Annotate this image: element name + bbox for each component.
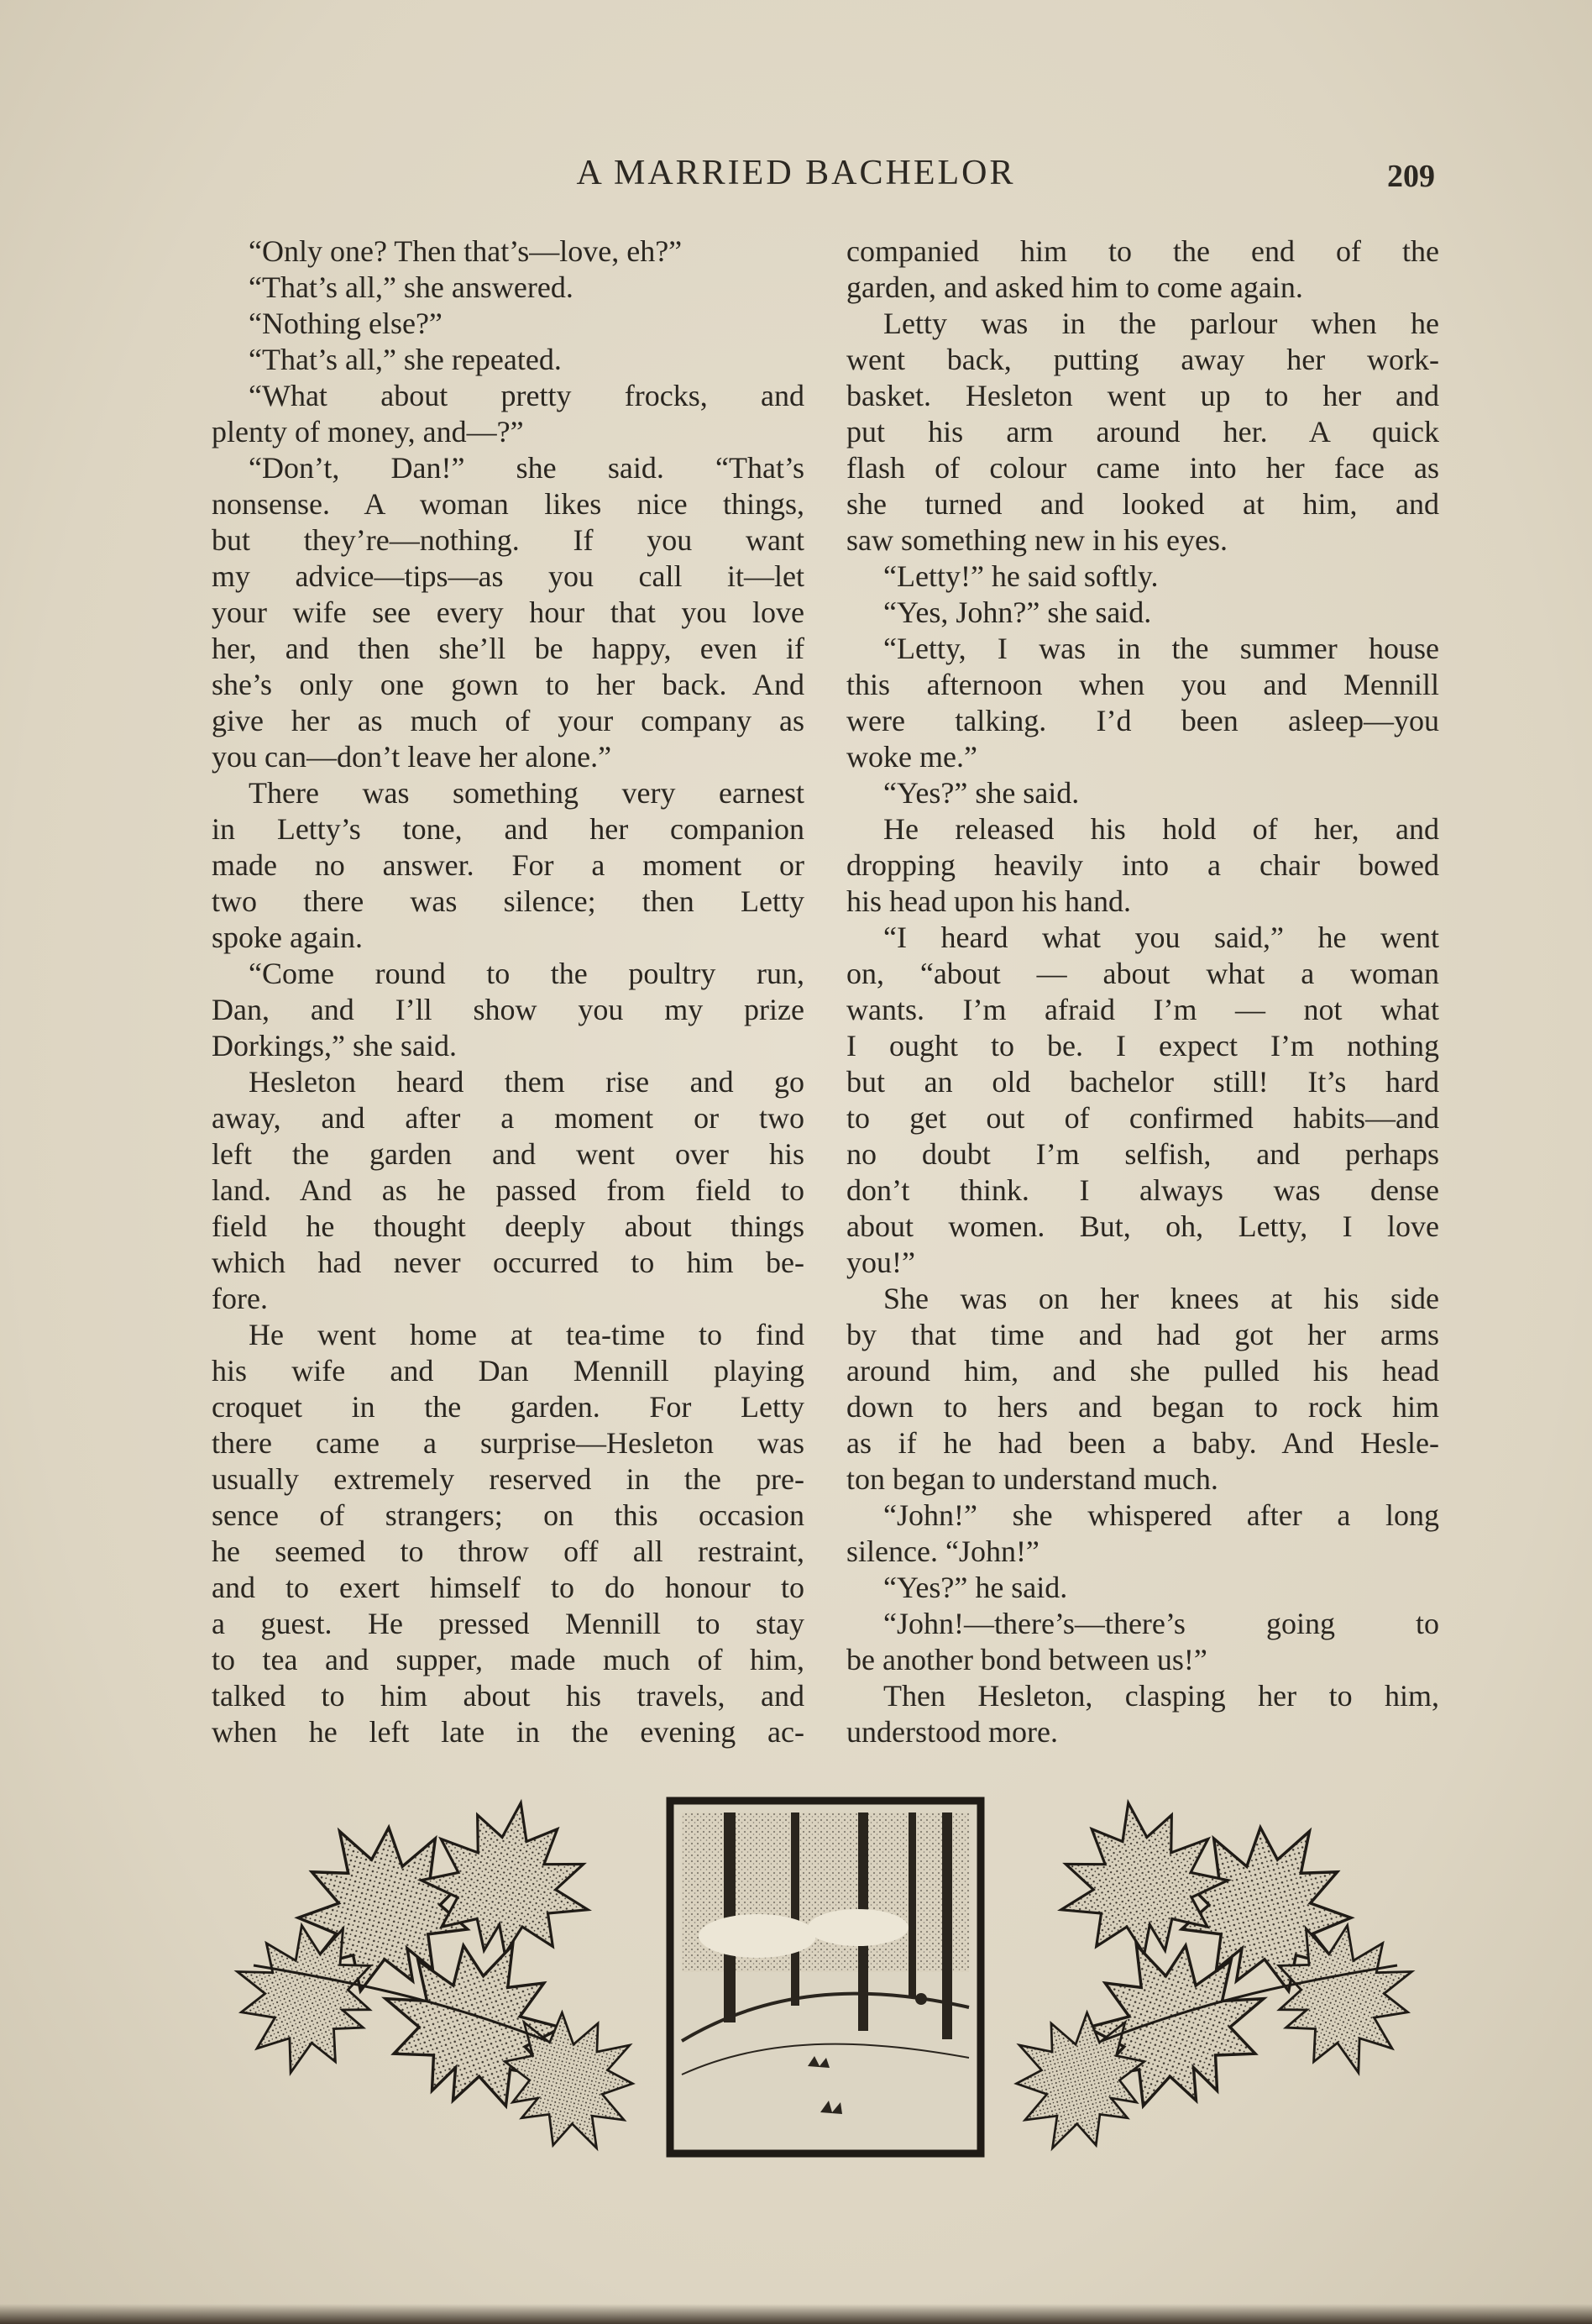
text-line: land. And as he passed from field to — [212, 1173, 804, 1207]
text-line: “Letty, I was in the summer house — [883, 632, 1439, 665]
text-line: woke me.” — [846, 740, 977, 774]
text-line: “Only one? Then that’s—love, eh?” — [249, 234, 683, 268]
text-line: “Don’t, Dan!” she said. “That’s — [249, 451, 804, 485]
text-line: Letty was in the parlour when he — [883, 307, 1439, 340]
text-line: were talking. I’d been asleep—you — [846, 704, 1439, 737]
text-line: by that time and had got her arms — [846, 1318, 1439, 1351]
text-line: his head upon his hand. — [846, 884, 1131, 918]
text-line: “That’s all,” she repeated. — [249, 343, 562, 376]
text-line: went back, putting away her work- — [846, 343, 1439, 376]
text-line: “Yes, John?” she said. — [883, 595, 1152, 629]
text-line: made no answer. For a moment or — [212, 848, 804, 882]
text-line: fore. — [212, 1282, 268, 1315]
text-line: which had never occurred to him be- — [212, 1246, 804, 1279]
text-line: and to exert himself to do honour to — [212, 1571, 804, 1604]
text-line: to tea and supper, made much of him, — [212, 1643, 804, 1676]
left-leaves — [220, 1789, 666, 2159]
text-line: give her as much of your company as — [212, 704, 804, 737]
text-line: down to hers and began to rock him — [846, 1390, 1439, 1424]
text-line: He went home at tea-time to find — [249, 1318, 804, 1351]
text-line: Dorkings,” she said. — [212, 1029, 457, 1062]
text-line: be another bond between us!” — [846, 1643, 1207, 1676]
text-line: “John!” she whispered after a long — [883, 1498, 1439, 1532]
text-line: when he left late in the evening ac- — [212, 1715, 804, 1749]
text-line: to get out of confirmed habits—and — [846, 1101, 1439, 1135]
left-column — [212, 233, 804, 1750]
leaf-ornament-tailpiece — [220, 1789, 1431, 2159]
right-leaves — [983, 1789, 1431, 2159]
text-line: his wife and Dan Mennill playing — [212, 1354, 804, 1388]
text-line: two there was silence; then Letty — [212, 884, 804, 918]
text-line: Dan, and I’ll show you my prize — [212, 993, 804, 1026]
text-line: understood more. — [846, 1715, 1058, 1749]
text-line: “What about pretty frocks, and — [249, 379, 804, 412]
text-line: her, and then she’ll be happy, even if — [212, 632, 804, 665]
text-line: but an old bachelor still! It’s hard — [846, 1065, 1439, 1099]
text-line: on, “about — about what a woman — [846, 957, 1439, 990]
text-line: garden, and asked him to come again. — [846, 270, 1303, 304]
text-line: but they’re—nothing. If you want — [212, 523, 804, 557]
text-line: Hesleton heard them rise and go — [249, 1065, 804, 1099]
text-line: your wife see every hour that you love — [212, 595, 804, 629]
text-line: wants. I’m afraid I’m — not what — [846, 993, 1439, 1026]
text-line: put his arm around her. A quick — [846, 415, 1439, 449]
text-line: sence of strangers; on this occasion — [212, 1498, 804, 1532]
text-line: basket. Hesleton went up to her and — [846, 379, 1439, 412]
text-line: ton began to understand much. — [846, 1462, 1218, 1496]
text-line: he seemed to throw off all restraint, — [212, 1534, 804, 1568]
text-line: around him, and she pulled his head — [846, 1354, 1439, 1388]
text-line: you can—don’t leave her alone.” — [212, 740, 612, 774]
text-line: companied him to the end of the — [846, 234, 1439, 268]
text-line: There was something very earnest — [249, 776, 804, 810]
text-line: in Letty’s tone, and her companion — [212, 812, 804, 846]
text-line: you!” — [846, 1246, 915, 1279]
text-line: as if he had been a baby. And Hesle- — [846, 1426, 1439, 1460]
text-line: a guest. He pressed Mennill to stay — [212, 1607, 804, 1640]
running-title: A MARRIED BACHELOR — [576, 154, 1016, 192]
text-line: silence. “John!” — [846, 1534, 1040, 1568]
text-line: “I heard what you said,” he went — [883, 921, 1439, 954]
text-line: “Yes?” he said. — [883, 1571, 1068, 1604]
text-line: don’t think. I always was dense — [846, 1173, 1439, 1207]
text-line: my advice—tips—as you call it—let — [212, 559, 804, 593]
text-line: she’s only one gown to her back. And — [212, 668, 804, 701]
right-column — [846, 233, 1439, 1750]
text-line: no doubt I’m selfish, and perhaps — [846, 1137, 1439, 1171]
text-line: spoke again. — [212, 921, 363, 954]
text-line: about women. But, oh, Letty, I love — [846, 1209, 1439, 1243]
text-line: field he thought deeply about things — [212, 1209, 804, 1243]
forest-vignette-frame — [670, 1801, 981, 2154]
text-line: Then Hesleton, clasping her to him, — [883, 1679, 1439, 1713]
text-line: “Nothing else?” — [249, 307, 443, 340]
text-line: left the garden and went over his — [212, 1137, 804, 1171]
text-line: I ought to be. I expect I’m nothing — [846, 1029, 1439, 1062]
text-line: He released his hold of her, and — [883, 812, 1439, 846]
text-line: usually extremely reserved in the pre- — [212, 1462, 804, 1496]
text-line: she turned and looked at him, and — [846, 487, 1439, 521]
text-line: croquet in the garden. For Letty — [212, 1390, 804, 1424]
text-line: flash of colour came into her face as — [846, 451, 1439, 485]
text-line: nonsense. A woman likes nice things, — [212, 487, 804, 521]
text-line: dropping heavily into a chair bowed — [846, 848, 1439, 882]
text-line: there came a surprise—Hesleton was — [212, 1426, 804, 1460]
text-line: “That’s all,” she answered. — [249, 270, 573, 304]
text-line: “Come round to the poultry run, — [249, 957, 804, 990]
text-line: “John!—there’s—there’s going to — [883, 1607, 1439, 1640]
text-line: away, and after a moment or two — [212, 1101, 804, 1135]
text-line: “Letty!” he said softly. — [883, 559, 1159, 593]
page-number: 209 — [1387, 159, 1435, 194]
page-bottom-edge — [0, 2304, 1592, 2324]
text-line: saw something new in his eyes. — [846, 523, 1228, 557]
text-line: She was on her knees at his side — [883, 1282, 1439, 1315]
text-line: talked to him about his travels, and — [212, 1679, 804, 1713]
text-line: this afternoon when you and Mennill — [846, 668, 1439, 701]
text-line: “Yes?” she said. — [883, 776, 1080, 810]
text-line: plenty of money, and—?” — [212, 415, 524, 449]
